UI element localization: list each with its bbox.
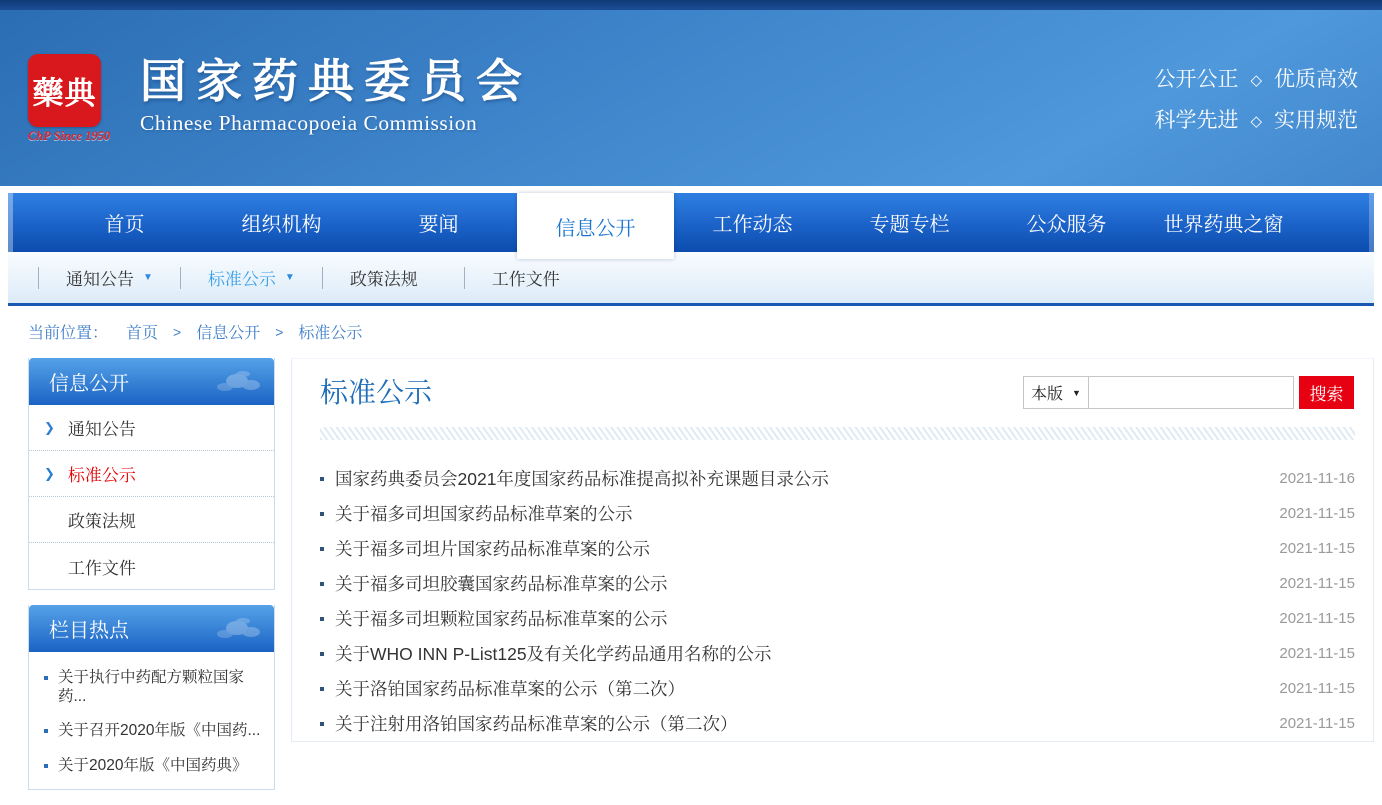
bullet-icon — [320, 687, 324, 691]
search-button[interactable]: 搜索 — [1299, 376, 1354, 409]
list-item-date: 2021-11-15 — [1279, 575, 1355, 592]
nav-tab-label: 组织机构 — [241, 214, 322, 236]
bullet-icon — [320, 477, 324, 481]
subnav-item[interactable] — [38, 267, 180, 289]
site-title-block — [140, 56, 532, 136]
sidebar-section-header — [29, 605, 274, 652]
breadcrumb-link[interactable]: 信息公开 — [196, 325, 261, 342]
list-item-date: 2021-11-15 — [1279, 505, 1355, 522]
list-item[interactable] — [320, 531, 1355, 566]
nav-tab-label: 首页 — [104, 214, 145, 236]
breadcrumb-crumb — [260, 320, 362, 343]
list-item[interactable] — [320, 706, 1355, 741]
slogan-line — [1154, 60, 1358, 101]
caret-down-icon: ▼ — [1072, 387, 1081, 398]
list-item[interactable] — [320, 601, 1355, 636]
breadcrumb-link[interactable]: 首页 — [126, 325, 159, 342]
breadcrumb-crumb — [126, 320, 158, 343]
site-header — [0, 0, 1382, 186]
subnav-item[interactable] — [322, 267, 464, 289]
hot-topics-list — [29, 652, 274, 789]
bullet-icon — [320, 547, 324, 551]
breadcrumb-links — [126, 320, 362, 343]
bullet-icon — [320, 722, 324, 726]
list-item-title[interactable]: 关于福多司坦胶囊国家药品标准草案的公示 — [335, 574, 668, 594]
sidebar-menu-item[interactable] — [29, 497, 274, 543]
nav-tab[interactable] — [831, 193, 988, 252]
sidebar-section-info-disclosure — [28, 358, 275, 590]
hot-item-label: 关于召开2020年版《中国药... — [58, 722, 261, 740]
subnav-item-label: 工作文件 — [491, 270, 560, 289]
nav-tab[interactable] — [988, 193, 1145, 252]
hatched-divider — [320, 427, 1355, 440]
hot-item-label: 关于执行中药配方颗粒国家药... — [58, 669, 245, 705]
main-nav — [8, 193, 1374, 252]
nav-tab[interactable] — [1145, 193, 1302, 252]
slogan-line — [1154, 101, 1358, 142]
nav-tab-label: 世界药典之窗 — [1163, 214, 1284, 236]
breadcrumb-separator: > — [275, 323, 284, 340]
list-item-title[interactable]: 关于福多司坦颗粒国家药品标准草案的公示 — [335, 609, 668, 629]
sidebar-section-title: 信息公开 — [49, 373, 129, 395]
list-item[interactable] — [320, 496, 1355, 531]
subnav-item-label: 通知公告 — [66, 270, 134, 289]
list-item-date: 2021-11-15 — [1279, 540, 1355, 557]
bullet-icon — [320, 512, 324, 516]
nav-tab-label: 要闻 — [418, 214, 459, 236]
site-subtitle: Chinese Pharmacopoeia Commission — [140, 110, 478, 135]
sidebar-menu-item[interactable] — [29, 451, 274, 497]
edition-select[interactable] — [1023, 376, 1089, 409]
nav-tab[interactable] — [203, 193, 360, 252]
diamond-icon: ◇ — [1250, 113, 1262, 130]
hot-list-item[interactable] — [44, 661, 266, 714]
list-item-date: 2021-11-15 — [1279, 610, 1355, 627]
sidebar-menu — [29, 405, 274, 589]
list-item-date: 2021-11-15 — [1279, 680, 1355, 697]
nav-tab-label: 公众服务 — [1026, 214, 1107, 236]
list-item[interactable] — [320, 636, 1355, 671]
nav-tabs — [46, 193, 1302, 252]
sidebar-item-label: 通知公告 — [67, 420, 136, 439]
chevron-down-icon: ▼ — [143, 271, 153, 283]
list-item-title[interactable]: 关于福多司坦片国家药品标准草案的公示 — [335, 539, 650, 559]
logo-tagline: ChP Since 1950 — [28, 129, 111, 143]
bullet-icon — [320, 582, 324, 586]
bullet-icon — [320, 617, 324, 621]
announcement-list — [320, 461, 1355, 741]
page-body — [0, 358, 1382, 805]
hot-list-item[interactable] — [44, 714, 266, 749]
nav-tab[interactable] — [517, 193, 674, 259]
bullet-icon — [44, 676, 48, 680]
chevron-right-icon: ❯ — [44, 420, 55, 435]
breadcrumb-link[interactable]: 标准公示 — [298, 325, 363, 342]
list-item-title[interactable]: 关于注射用洛铂国家药品标准草案的公示（第二次） — [335, 714, 738, 734]
sidebar-section-header — [29, 358, 274, 405]
site-title: 国家药典委员会 — [140, 55, 532, 107]
sub-nav — [8, 252, 1374, 306]
search-bar — [1023, 376, 1354, 409]
cloud-decoration-icon — [226, 374, 248, 388]
page-title: 标准公示 — [320, 377, 433, 408]
subnav-item-label: 标准公示 — [207, 270, 276, 289]
chevron-right-icon: ❯ — [44, 466, 55, 481]
list-item[interactable] — [320, 671, 1355, 706]
list-item-date: 2021-11-16 — [1279, 470, 1355, 487]
sidebar-section-hot-topics — [28, 605, 275, 790]
list-item[interactable] — [320, 566, 1355, 601]
hot-list-item[interactable] — [44, 749, 266, 784]
subnav-item[interactable] — [464, 267, 606, 289]
slogan-right: 实用规范 — [1274, 109, 1358, 132]
subnav-item-label: 政策法规 — [349, 270, 418, 289]
list-item-title[interactable]: 关于WHO INN P-List125及有关化学药品通用名称的公示 — [335, 644, 772, 664]
top-strip — [0, 0, 1382, 10]
breadcrumb — [28, 320, 1382, 343]
list-item-date: 2021-11-15 — [1279, 645, 1355, 662]
pharmacopoeia-seal-icon: 藥典 — [28, 54, 101, 127]
nav-tab[interactable] — [46, 193, 203, 252]
nav-tab[interactable] — [674, 193, 831, 252]
sidebar-menu-item[interactable] — [29, 405, 274, 451]
sidebar-section-title: 栏目热点 — [49, 620, 129, 642]
sidebar — [28, 358, 275, 805]
diamond-icon: ◇ — [1250, 72, 1262, 89]
content-panel — [291, 358, 1374, 742]
list-item-title[interactable]: 关于洛铂国家药品标准草案的公示（第二次） — [335, 679, 685, 699]
chevron-down-icon: ▼ — [284, 271, 295, 283]
breadcrumb-crumb — [158, 320, 260, 343]
list-item-title[interactable]: 国家药典委员会2021年度国家药品标准提高拟补充课题目录公示 — [335, 469, 829, 489]
slogan-left: 科学先进 — [1154, 109, 1239, 132]
breadcrumb-separator: > — [173, 323, 182, 340]
list-item-date: 2021-11-15 — [1279, 715, 1355, 732]
edition-select-value: 本版 — [1031, 386, 1064, 403]
nav-tab[interactable] — [360, 193, 517, 252]
slogan-left: 公开公正 — [1154, 68, 1239, 91]
sidebar-item-label: 标准公示 — [67, 466, 136, 485]
cloud-decoration-icon — [226, 621, 248, 635]
breadcrumb-prefix: 当前位置： — [28, 325, 109, 342]
nav-tab-label: 工作动态 — [712, 214, 793, 236]
subnav-item[interactable] — [180, 267, 322, 289]
bullet-icon — [44, 729, 48, 733]
slogan-right: 优质高效 — [1274, 68, 1358, 91]
sidebar-item-label: 工作文件 — [67, 558, 136, 578]
search-input[interactable] — [1088, 376, 1294, 409]
sidebar-item-label: 政策法规 — [67, 512, 136, 531]
header-slogans — [1154, 60, 1358, 142]
nav-tab-label: 信息公开 — [555, 217, 636, 240]
nav-tab-label: 专题专栏 — [869, 214, 950, 236]
bullet-icon — [44, 764, 48, 768]
sidebar-menu-item[interactable] — [29, 543, 274, 589]
list-item[interactable] — [320, 461, 1355, 496]
hot-item-label: 关于2020年版《中国药典》 — [58, 756, 248, 774]
site-logo[interactable] — [28, 54, 138, 144]
list-item-title[interactable]: 关于福多司坦国家药品标准草案的公示 — [335, 504, 633, 524]
bullet-icon — [320, 652, 324, 656]
